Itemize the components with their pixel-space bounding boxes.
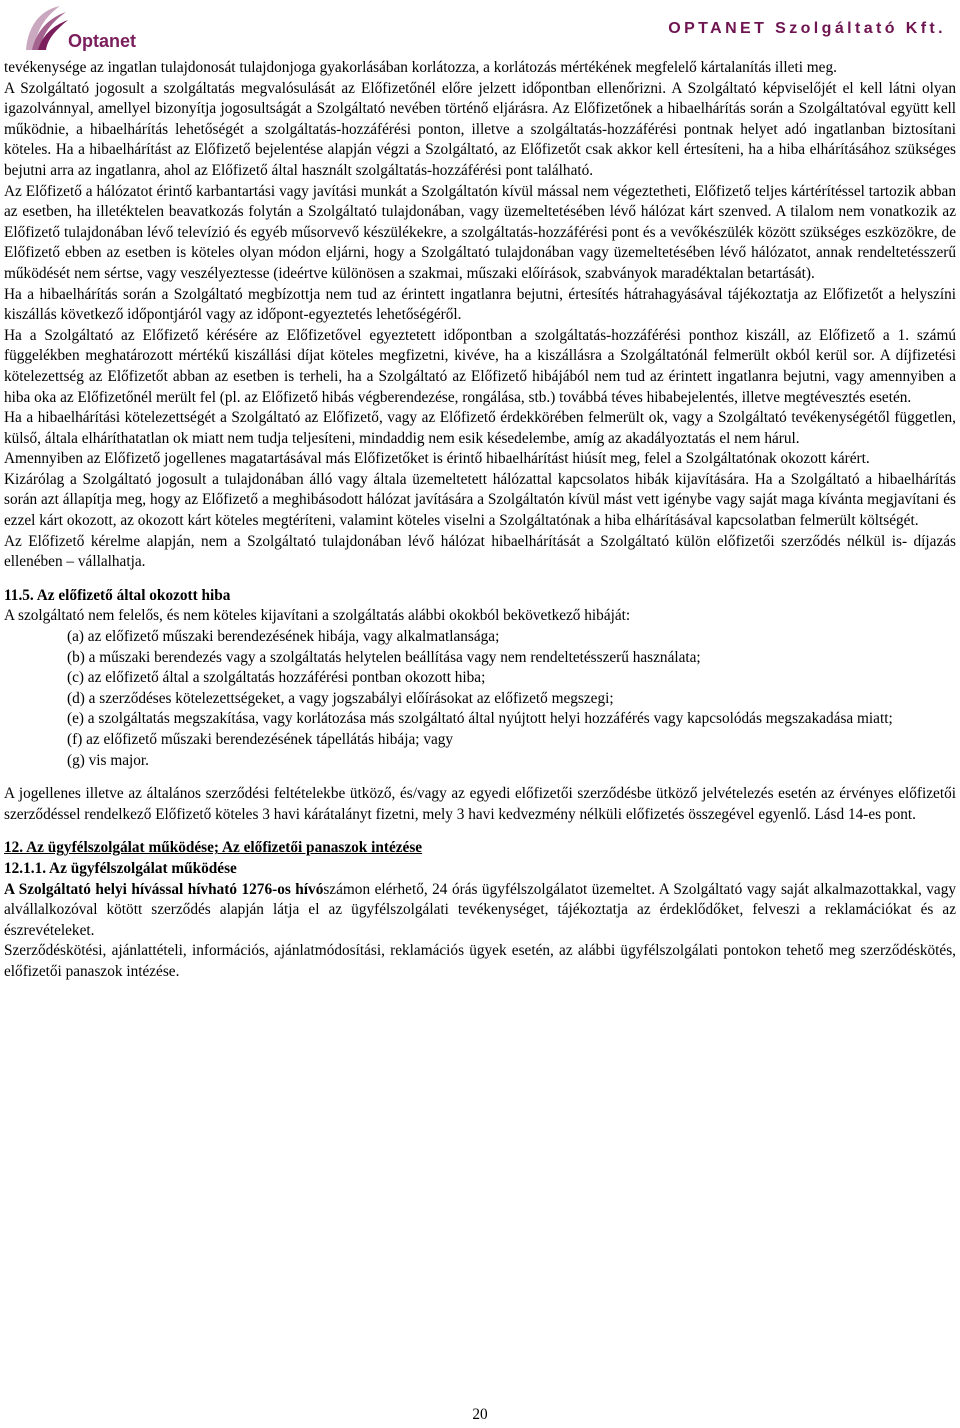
list-item: (d) a szerződéses kötelezettségeket, a vagy jogszabályi előírásokat az előfizető megszegi; <box>67 689 614 707</box>
optanet-logo <box>22 4 137 56</box>
paragraph: Ha a Szolgáltató az Előfizető kérésére az Előfizetővel egyeztetett időpontban a szolgáltatás-hozzáférési ponthoz kiszáll, az Előfizető a 1. számú függelékben meghatározott mértékű kiszállási díjat köteles megfizetni, kivéve, ha a kiszállásra a Szolgáltatónál felmerült okból kerül sor. A díjfizetési kötelezettség az Előfizetőt abban az esetben is terheli, ha a Szolgáltató az Előfizető hibájából nem tud az érintett ingatlanra bejutni, vagy amennyiben a hiba oka az Előfizetőnél merült fel (pl. az Előfizető hibás végberendezése, rongálása, stb.) továbbá téves hibabejelentés, illetve megtévesztés esetén. <box>4 326 956 406</box>
hotline-text: A Szolgáltató helyi hívással hívható 1276-os hívó <box>4 880 324 898</box>
list-item: (f) az előfizető műszaki berendezésének tápellátás hibája; vagy <box>67 731 454 748</box>
subsection-heading-12-1-1: 12.1.1. Az ügyfélszolgálat működése <box>4 859 237 877</box>
paragraph-rest: számon elérhető, 24 órás ügyfélszolgálatot üzemeltet. A Szolgáltató vagy saját alkalmazottakkal, vagy alvállalkozóval kötött szerződés alapján látja el az ügyfélszolgálati tevékenységet, tájékoztatja az érdeklődőket, felveszi a reklamációkat és az észrevételeket. <box>4 880 956 939</box>
paragraph: Az Előfizető kérelme alapján, nem a Szolgáltató tulajdonában lévő hálózat hibaelhárítását a Szolgáltató külön előfizetői szerződés nélkül is- díjazás ellenében – vállalhatja. <box>4 532 956 571</box>
page-header <box>0 0 960 60</box>
list-item: (e) a szolgáltatás megszakítása, vagy korlátozása más szolgáltató által nyújtott helyi hozzáférés vagy kapcsolódás megszakadása miatt; <box>67 710 893 728</box>
paragraph: tevékenysége az ingatlan tulajdonosát tulajdonjoga gyakorlásában korlátozza, a korlátozás mértékének megfelelő kártalanítás illeti meg. <box>4 59 837 76</box>
section-closing: A jogellenes illetve az általános szerződési feltételekbe ütköző, és/vagy az egyedi előfizetői szerződésbe ütköző jelvételezés esetén az érvényes előfizetői szerződéssel rendelkező Előfizető köteles 3 havi kárátalányt fizetni, mely 3 havi kedvezmény nélküli előfizetés összegével egyenlő. Lásd 14-es pont. <box>4 785 956 823</box>
list-item: (b) a műszaki berendezés vagy a szolgáltatás helytelen beállítása vagy nem rendeltetésszerű használata; <box>67 648 701 666</box>
list-item: (a) az előfizető műszaki berendezésének hibája, vagy alkalmatlansága; <box>67 628 500 646</box>
paragraph: Amennyiben az Előfizető jogellenes magatartásával más Előfizetőket is érintő hibaelhárítást hiúsít meg, felel a Szolgáltatónak okozott kárért. <box>4 450 870 468</box>
cause-list <box>4 627 956 771</box>
paragraph <box>4 880 956 942</box>
paragraph: Ha a hibaelhárítási kötelezettségét a Szolgáltató az Előfizető, vagy az Előfizető érdekkörében felmerült ok, vagy a Szolgáltató tevékenységétől független, külső, általa elháríthatatlan ok miatt nem tudja teljesíteni, mindaddig nem esik késedelembe, amíg az akadályoztatás el nem hárul. <box>4 409 956 447</box>
page-number: 20 <box>472 1406 488 1423</box>
paragraph: Az Előfizető a hálózatot érintő karbantartási vagy javítási munkát a Szolgáltatón kívül mással nem végeztetheti, Előfizető teljes kártérítéssel tartozik abban az esetben, ha illetéktelen beavatkozás folytán a Szolgáltató tulajdonában, vagy üzemeltetésében lévő hálózat kárt szenved. A tilalom nem vonatkozik az Előfizető tulajdonában lévő televízió és egyéb műsorvevő készülékekre, a szolgáltatás-hozzáférési pont és a vevőkészülék között szükséges eszközökre, de Előfizető ebben az esetben is köteles olyan módon eljárni, hogy a Szolgáltató tulajdonában vagy üzemeltetésében lévő hálózatot, annak rendeltetésszerű működését nem sértse, vagy veszélyeztesse (ideértve különösen a szakmai, műszaki előírások, szabványok maradéktalan betartását). <box>4 182 956 282</box>
document-body <box>4 58 956 983</box>
company-name: OPTANET Szolgáltató Kft. <box>668 20 946 37</box>
section-intro: A szolgáltató nem felelős, és nem köteles kijavítani a szolgáltatás alábbi okokból bekövetkező hibáját: <box>4 607 631 625</box>
paragraph: Kizárólag a Szolgáltató jogosult a tulajdonában álló vagy általa üzemeltetett hálózattal kapcsolatos hibák kijavítására. Ha a Szolgáltató a hibaelhárítás során azt állapítja meg, hogy az Előfizető a meghibásodott hálózat javítására a Szolgáltatón kívül mást vett igénybe vagy saját maga kívánta megjavítani és ezzel kárt okozott, az okozott kárt köteles megtéríteni, valamint köteles viselni a Szolgáltatónak a hiba elhárításával kapcsolatban felmerült költségét. <box>4 470 956 530</box>
section-heading-11-5: 11.5. Az előfizető által okozott hiba <box>4 586 231 604</box>
list-item: (c) az előfizető által a szolgáltatás hozzáférési pontban okozott hiba; <box>67 669 486 687</box>
paragraph: A Szolgáltató jogosult a szolgáltatás megvalósulását az Előfizetőnél előre jelzett időpontban ellenőrizni. A Szolgáltató képviselőjét el kell látni olyan igazolvánnyal, amellyel bizonyítja jogosultságát a Szolgáltató nevében történő eljárásra. Az Előfizetőnek a hibaelhárítás során a Szolgáltatóval együtt kell működnie, a hibaelhárítás lehetőségét a szolgáltatás-hozzáférési ponton, illetve a szolgáltatás-hozzáférési pontnak helyet adó ingatlanban biztosítani köteles. Ha a hibaelhárítást az Előfizető bejelentése alapján végzi a Szolgáltató, az Előfizetőt csak akkor kell értesíteni, ha a hiba elhárításához szükséges bejutni arra az ingatlanra, ahol az Előfizető által használt szolgáltatás-hozzáférési pont található. <box>4 79 956 179</box>
section-heading-12: 12. Az ügyfélszolgálat működése; Az előfizetői panaszok intézése <box>4 839 423 857</box>
paragraph: Ha a hibaelhárítás során a Szolgáltató megbízottja nem tud az érintett ingatlanra bejutni, értesítés hátrahagyásával tájékoztatja az Előfizetőt a helyszíni kiszállás következő időpontjáról vagy az időpont-egyeztetés lehetőségéről. <box>4 285 956 324</box>
list-item: (g) vis major. <box>67 751 149 769</box>
logo-text: Optanet <box>68 31 137 51</box>
paragraph: Szerződéskötési, ajánlattételi, információs, ajánlatmódosítási, reklamációs ügyek esetén, az alábbi ügyfélszolgálati pontokon tehető meg szerződéskötés, előfizetői panaszok intézése. <box>4 942 956 980</box>
